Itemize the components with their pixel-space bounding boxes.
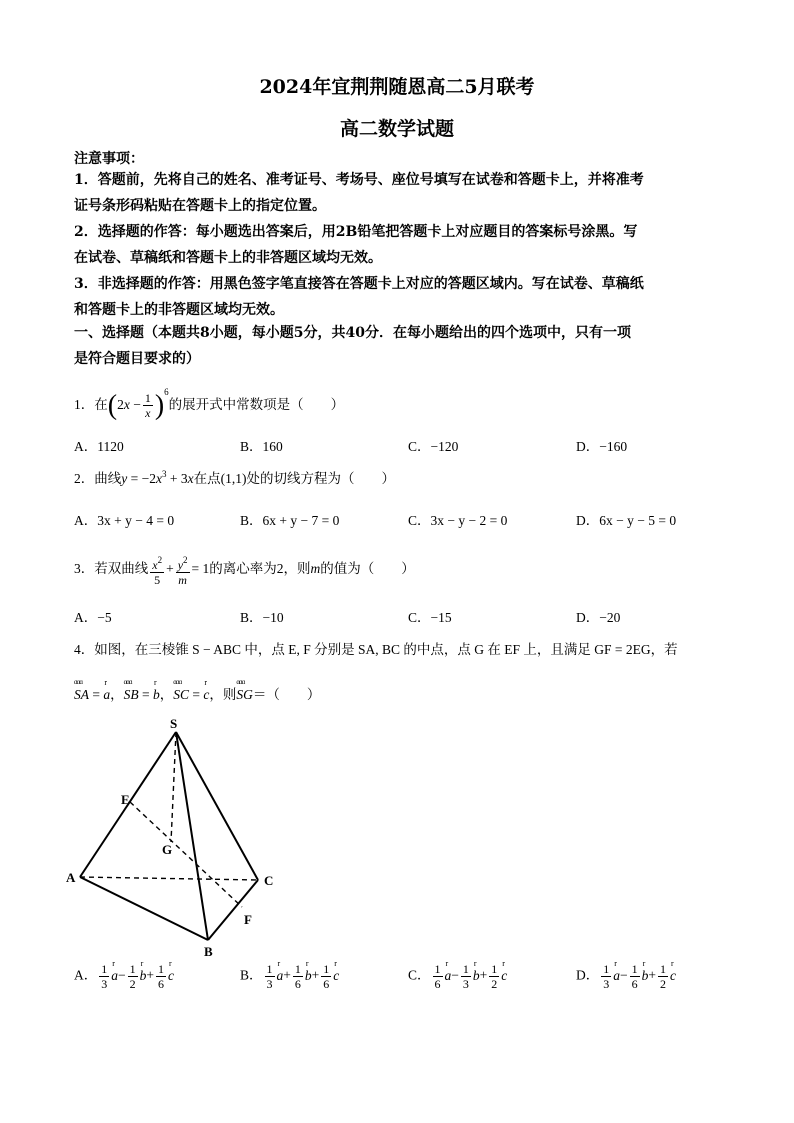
exam-subtitle: 高二数学试题 [339, 118, 454, 140]
label-f: F [244, 912, 252, 927]
note-item-2 [74, 219, 724, 271]
q2-option-a: A．3x + y − 4 = 0 [74, 513, 175, 528]
fraction-1-over-x: $\frac{1}{x}$ [144, 391, 151, 421]
fraction-y2-over-m: $\frac{y^2}{m}$ [177, 555, 188, 587]
q4-option-a: A． $\frac{1}{3}$ r a− $\frac{1}{2}$ r b+ $\frac{1}{6}$ r c [74, 962, 174, 991]
coef-numerator: 1 [631, 962, 638, 976]
q3-option-c: C．−15 [408, 610, 452, 625]
note-item-3-line2: 和答题卡上的非答题区域均无效。 [74, 302, 284, 318]
question-1-prefix: 1．在 [74, 397, 108, 412]
coef-denominator: 6 [434, 977, 441, 991]
question-4-line2: ɑɑɑ SA = r a，ɑɑɑ SB = r b，ɑɑɑ SC = r c，则ɑɑɑ SG＝（ ） [74, 683, 320, 703]
coef-numerator: 1 [462, 962, 469, 976]
note-item-1-line1: 1．答题前，先将自己的姓名、准考证号、考场号、座位号填写在试卷和答题卡上，并将准考 [74, 172, 644, 188]
coef-numerator: 1 [323, 962, 330, 976]
label-b: B [204, 944, 213, 959]
question-4-line2-end: ，则 [209, 687, 237, 702]
question-4-line2-tail: ＝（ ） [252, 687, 321, 702]
question-3-suffix-a: 的离心率为2，则 [209, 561, 311, 577]
label-c: C [264, 873, 274, 888]
note-item-1-line2: 证号条形码粘贴在答题卡上的指定位置。 [74, 198, 326, 214]
coef-numerator: 1 [603, 962, 610, 976]
exam-title: 2024年宜荆荆随恩高二5月联考 [259, 76, 535, 98]
note-item-1 [74, 167, 724, 219]
q4-option-a-label: A． [74, 967, 98, 983]
question-3: 3．若双曲线 $\frac{x^2}{5}$ + $\frac{y^2}{m}$ = 1的离心率为2，则m的值为（ ） [74, 555, 415, 587]
coef-numerator: 1 [491, 962, 498, 976]
q4-option-b-label: B． [240, 967, 263, 983]
sign: + [283, 967, 291, 983]
coef-numerator: 1 [129, 962, 136, 976]
label-g: G [162, 842, 173, 857]
coef-denominator: 6 [158, 977, 164, 991]
coef-denominator: 6 [323, 977, 330, 991]
label-a: A [66, 870, 76, 885]
q1-option-c: C．−120 [408, 439, 459, 454]
coef-denominator: 3 [462, 977, 469, 991]
sign: + [648, 967, 656, 983]
q2-option-d: D．6x − y − 5 = 0 [576, 513, 677, 528]
coef-denominator: 2 [491, 977, 498, 991]
q3-option-b: B．−10 [240, 610, 284, 625]
question-2-suffix: 处的切线方程为（ ） [246, 471, 395, 486]
point-1-1: (1,1) [220, 471, 247, 486]
segment-ef-dashed [130, 802, 242, 907]
coef-numerator: 1 [266, 962, 273, 976]
q4-option-b: B． $\frac{1}{3}$ r a+ $\frac{1}{6}$ r b+ $\frac{1}{6}$ r c [240, 962, 339, 991]
question-2-middle: 在点 [193, 471, 221, 486]
sign: + [146, 967, 154, 983]
coef-numerator: 1 [158, 962, 164, 976]
section-heading-line2: 是符合题目要求的） [74, 351, 200, 367]
q3-option-a: A．−5 [74, 610, 112, 625]
q1-option-b: B．160 [240, 439, 283, 454]
sign: − [451, 967, 459, 983]
notes-heading: 注意事项： [74, 151, 144, 167]
sign: − [620, 967, 628, 983]
sign: − [118, 967, 126, 983]
label-e: E [121, 792, 130, 807]
q1-option-a: A．1120 [74, 439, 124, 454]
q4-option-d: D． $\frac{1}{3}$ r a− $\frac{1}{6}$ r b+ $\frac{1}{2}$ r c [576, 962, 676, 991]
q1-option-d: D．−160 [576, 439, 628, 454]
coef-denominator: 6 [294, 977, 301, 991]
q3-option-d: D．−20 [576, 610, 621, 625]
edge-bc [208, 880, 258, 940]
tetrahedron-figure [66, 712, 296, 962]
coef-denominator: 2 [660, 977, 666, 991]
coef-denominator: 3 [603, 977, 610, 991]
segment-sg-dashed [171, 732, 176, 842]
q2-option-b: B．6x + y − 7 = 0 [240, 513, 340, 528]
coef-denominator: 3 [101, 977, 108, 991]
q4-option-c-label: C． [408, 967, 431, 983]
question-4-line1: 4．如图，在三棱锥 S − ABC 中，点 E, F 分别是 SA, BC 的中点，点 G 在 EF 上，且满足 GF = 2EG，若 [74, 642, 678, 657]
edge-sb [176, 732, 208, 940]
coef-numerator: 1 [101, 962, 108, 976]
q4-option-d-label: D． [576, 967, 600, 983]
coef-denominator: 3 [266, 977, 273, 991]
note-item-2-line2: 在试卷、草稿纸和答题卡上的非答题区域均无效。 [74, 250, 382, 266]
question-3-suffix-b: 的值为（ ） [320, 561, 415, 577]
sign: + [479, 967, 488, 983]
section-heading [74, 320, 724, 372]
question-3-prefix: 3．若双曲线 [74, 561, 149, 577]
note-item-3-line1: 3．非选择题的作答：用黑色签字笔直接答在答题卡上对应的答题区域内。写在试卷、草稿纸 [74, 276, 644, 292]
coef-denominator: 2 [129, 977, 136, 991]
question-1: 1．在(2x − $\frac{1}{x}$ )$^6$的展开式中常数项是（ ） [74, 387, 345, 421]
edge-ab [80, 877, 208, 940]
question-1-suffix: 的展开式中常数项是（ ） [168, 397, 345, 412]
question-2 [74, 467, 395, 487]
coef-denominator: 6 [631, 977, 638, 991]
coef-numerator: 1 [294, 962, 301, 976]
coef-numerator: 1 [434, 962, 441, 976]
note-item-2-line1: 2．选择题的作答：每小题选出答案后，用2B铅笔把答题卡上对应题目的答案标号涂黑。写 [74, 224, 638, 240]
sign: + [311, 967, 320, 983]
note-item-3 [74, 271, 724, 323]
section-heading-line1: 一、选择题（本题共8小题，每小题5分，共40分．在每小题给出的四个选项中，只有一项 [74, 325, 631, 341]
q4-option-c: C． $\frac{1}{6}$ r a− $\frac{1}{3}$ r b+ $\frac{1}{2}$ r c [408, 962, 507, 991]
curve-equation: $y = -2x^3 + 3x$ [121, 469, 194, 486]
label-s: S [170, 716, 178, 731]
fraction-x2-over-5: $\frac{x^2}{5}$ [152, 555, 163, 587]
coef-numerator: 1 [660, 962, 666, 976]
edge-ac-dashed [80, 877, 258, 880]
q2-option-c: C．3x − y − 2 = 0 [408, 513, 508, 528]
question-2-prefix: 2．曲线 [74, 471, 122, 486]
